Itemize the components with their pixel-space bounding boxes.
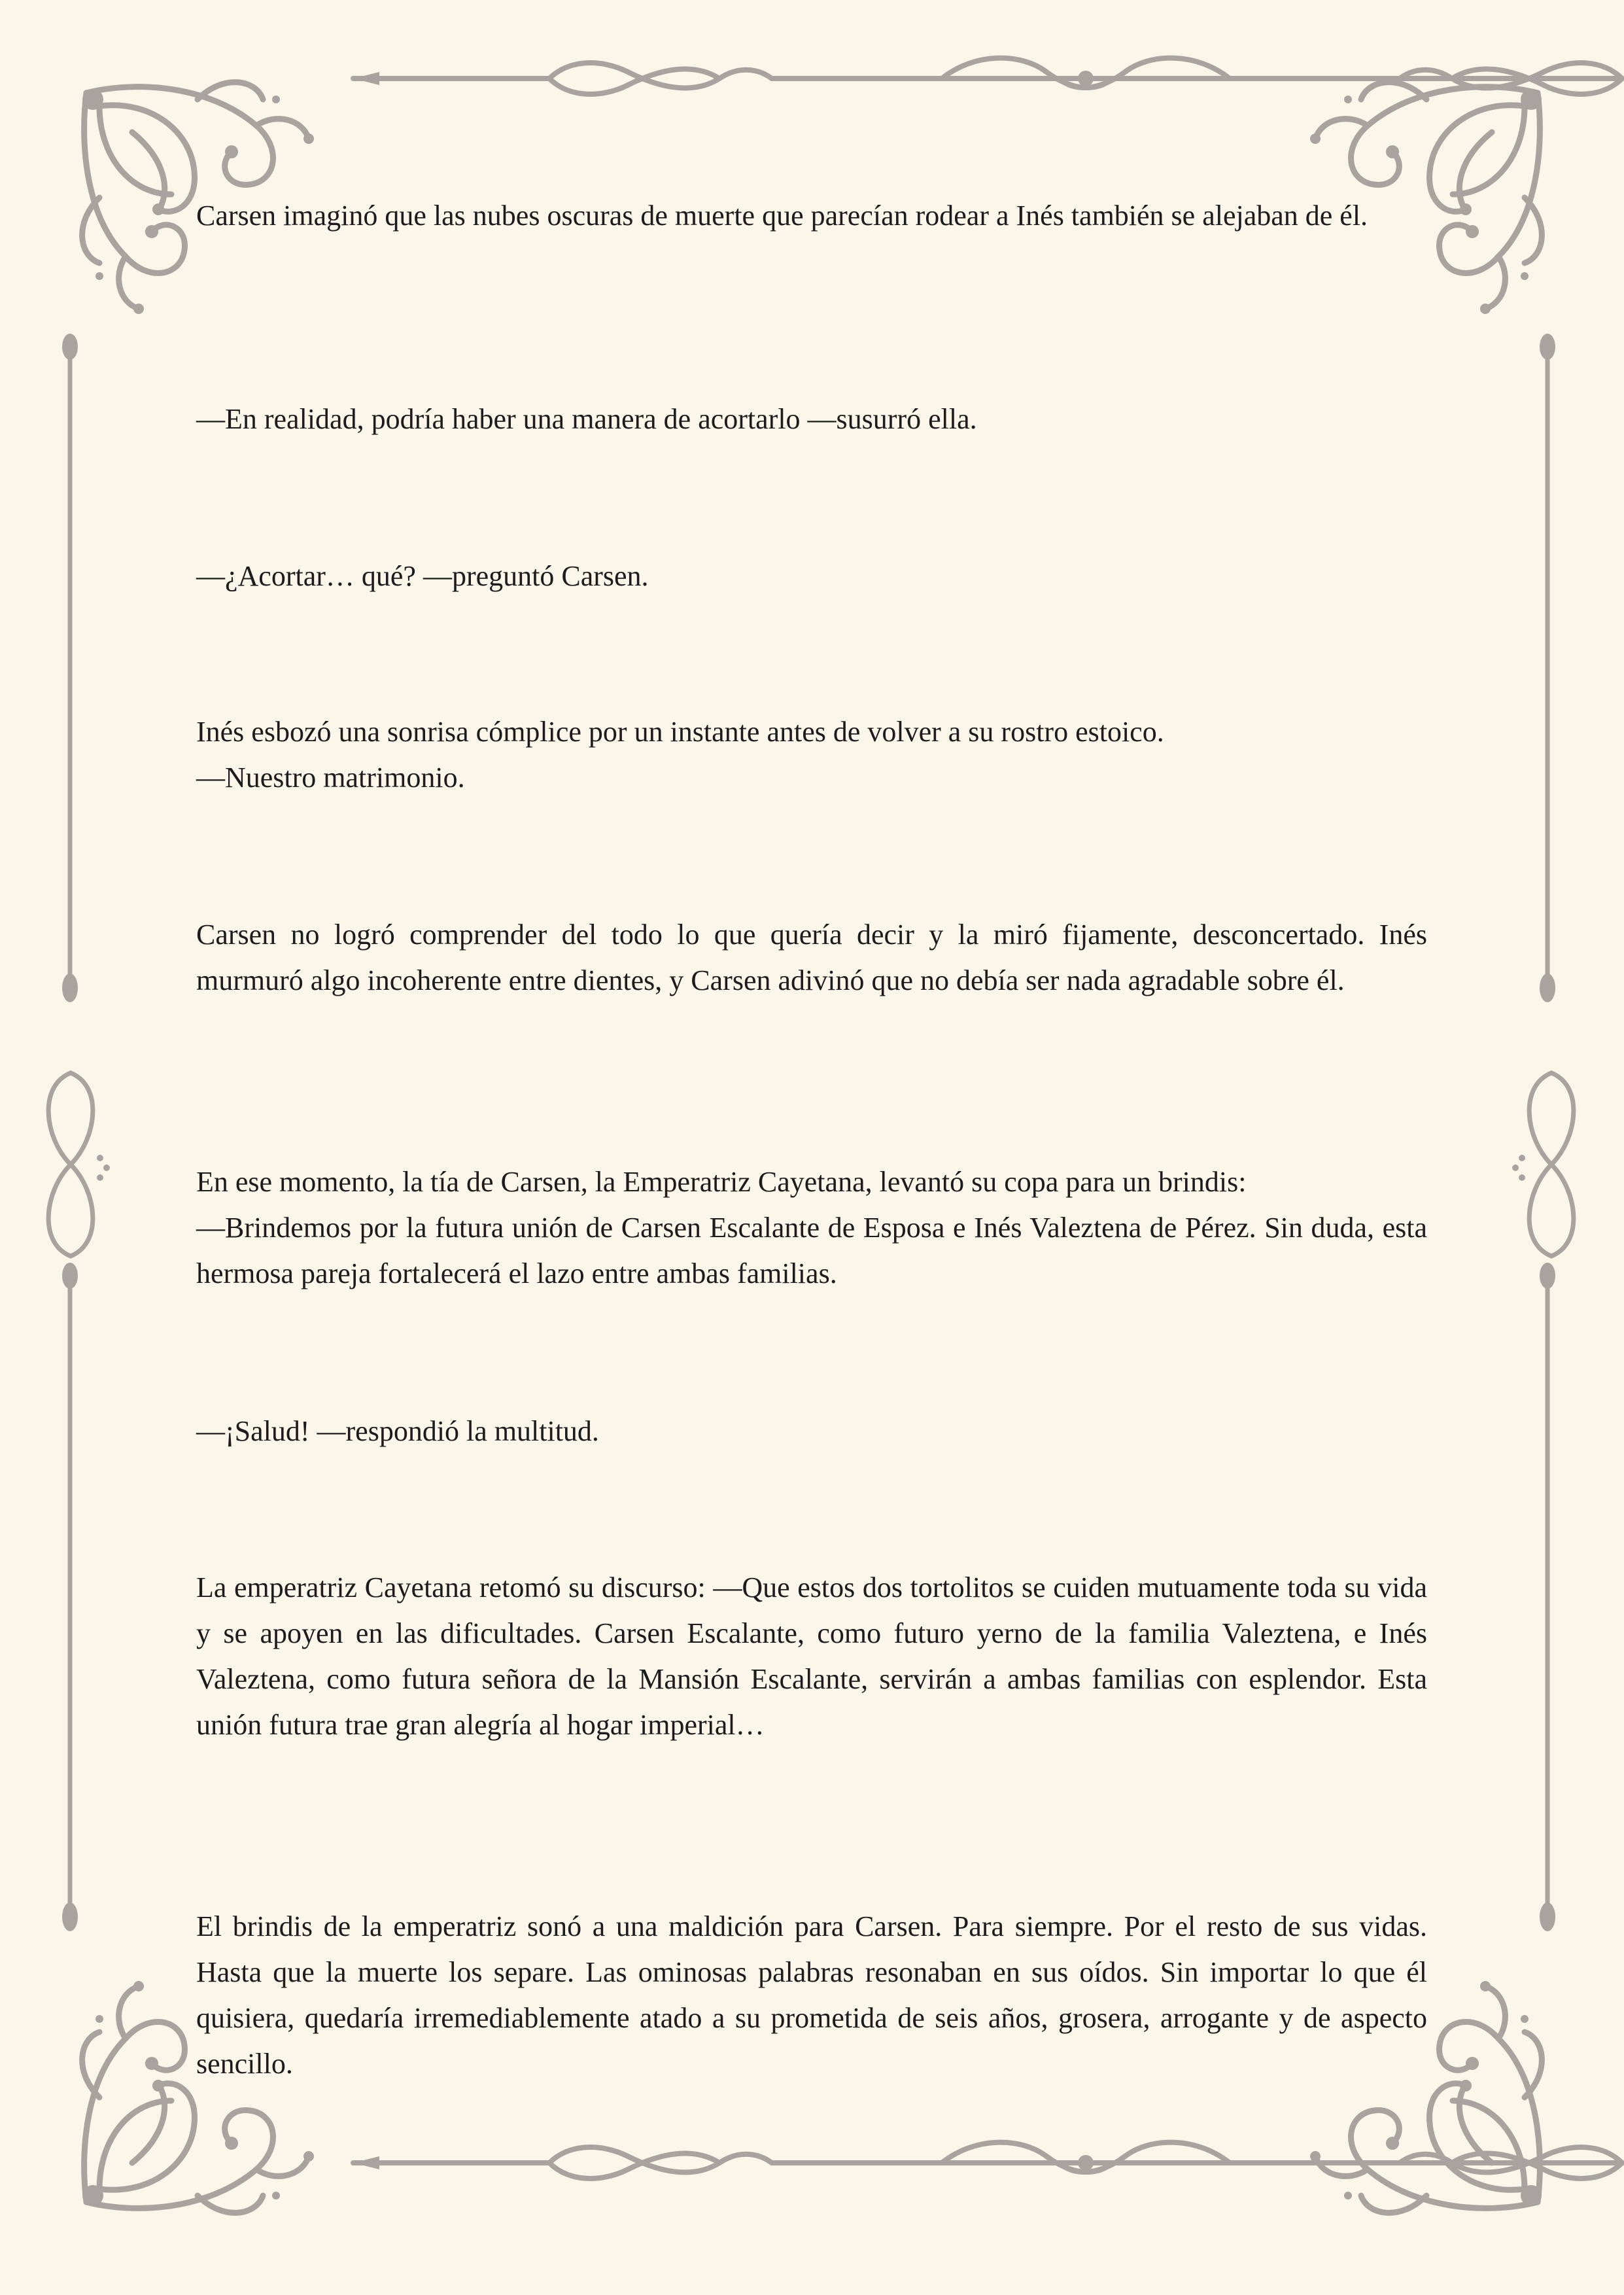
paragraph-2: [196, 396, 1427, 442]
paragraph-1-line-1: Carsen imaginó que las nubes oscuras de muerte que parecían rodear a Inés también se alejaban de él.: [196, 200, 1368, 232]
paragraph-5-line-1: Carsen no logró comprender del todo lo que quería decir y la miró fijamente, desconcertado. Inés murmuró algo incoherente entre dientes, y Carsen adivinó que no debía ser nada agradable sobre él.: [196, 919, 1427, 996]
paragraph-2-line-1: —En realidad, podría haber una manera de acortarlo —susurró ella.: [196, 403, 977, 435]
paragraph-7: [196, 1409, 1427, 1454]
paragraph-1: [196, 193, 1427, 239]
paragraph-5: [196, 912, 1427, 1004]
paragraph-4-line-1: Inés esbozó una sonrisa cómplice por un instante antes de volver a su rostro estoico.: [196, 716, 1164, 748]
paragraph-9-line-1: El brindis de la emperatriz sonó a una maldición para Carsen. Para siempre. Por el resto de sus vidas. Hasta que la muerte los separe. Las ominosas palabras resonaban en sus oídos. Sin importar lo que él quisiera, quedaría irremediablemente atado a su prometida de seis años, grosera, arrogante y de aspecto sencillo.: [196, 1910, 1427, 2080]
paragraph-6-line-1: En ese momento, la tía de Carsen, la Emperatriz Cayetana, levantó su copa para un brindis:: [196, 1166, 1247, 1198]
paragraph-3: [196, 553, 1427, 599]
paragraph-3-line-1: —¿Acortar… qué? —preguntó Carsen.: [196, 560, 649, 592]
paragraph-6-line-2: —Brindemos por la futura unión de Carsen Escalante de Esposa e Inés Valeztena de Pérez. Sin duda, esta hermosa pareja fortalecerá el lazo entre ambas familias.: [196, 1212, 1427, 1289]
paragraph-7-line-1: —¡Salud! —respondió la multitud.: [196, 1415, 599, 1447]
paragraph-4: [196, 709, 1427, 801]
paragraph-8: [196, 1565, 1427, 1748]
paragraph-4-line-2: —Nuestro matrimonio.: [196, 762, 465, 794]
paragraph-9: [196, 1904, 1427, 2087]
paragraph-8-line-1: La emperatriz Cayetana retomó su discurso: —Que estos dos tortolitos se cuiden mutuamente toda su vida y se apoyen en las dificultades. Carsen Escalante, como futuro yerno de la familia Valeztena, e Inés Valeztena, como futura señora de la Mansión Escalante, servirán a ambas familias con esplendor. Esta unión futura trae gran alegría al hogar imperial…: [196, 1571, 1427, 1741]
paragraph-6: [196, 1159, 1427, 1297]
